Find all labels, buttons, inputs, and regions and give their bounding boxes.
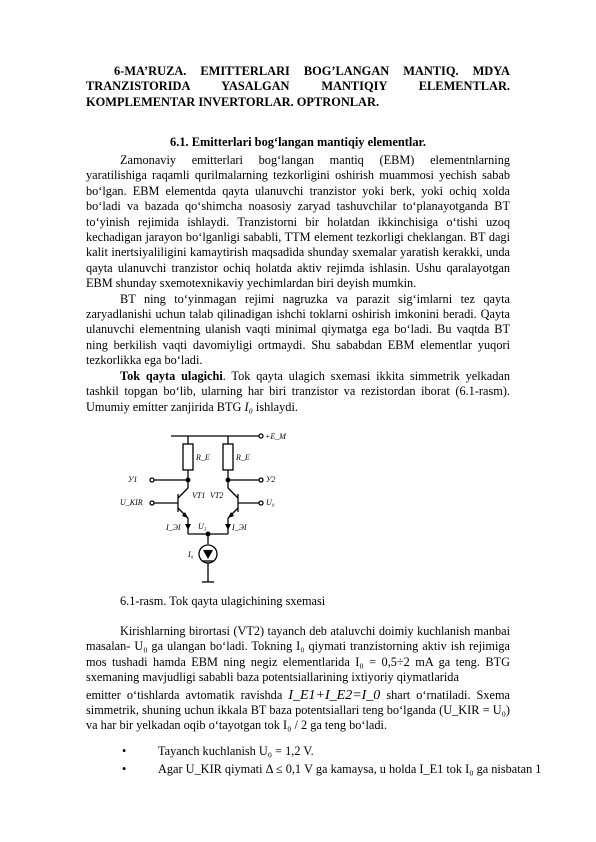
formula-line	[86, 688, 510, 703]
paragraph-3-bold: Tok qayta ulagichi	[120, 368, 223, 383]
emitter-node-label: U₃	[198, 522, 207, 531]
output-y2-label: У2	[266, 475, 276, 484]
input-voltage-label: U_KIR	[120, 498, 143, 507]
bullet-text: Agar U_KIR qiymati Δ ≤ 0,1 V ga kamaysa, u holda I_E1 tok I₀ ga nisbatan 1	[158, 762, 542, 776]
resistor-1-label: R_E	[196, 453, 210, 462]
emitter-current-2-label: I_ЭI	[232, 523, 247, 532]
title-line-1: 6-MA’RUZA. EMITTERLARI BOG’LANGAN MANTIQ. MDYA	[114, 64, 510, 78]
section-heading: 6.1. Emitterlari bog‘langan mantiqiy elementlar.	[170, 135, 426, 149]
formula: I_E1+I_E2=I_0	[288, 687, 381, 703]
bullet-dot: •	[122, 762, 127, 776]
transistor-vt1-label: VT1	[192, 491, 206, 500]
reference-voltage-label: U₀	[266, 498, 275, 507]
figure-caption: 6.1-rasm. Tok qayta ulagichining sxemasi	[120, 594, 326, 608]
bullet-text: Tayanch kuchlanish U₀ = 1,2 V.	[158, 744, 314, 758]
lecture-title	[86, 64, 510, 110]
paragraph-4-tail: simmetrik, shuning uchun ikkala BT baza potentsiallari teng bo‘lganda (U_KIR = U₀) va har bir yelkadan oqib o‘tayotgan tok I₀ / 2 ga teng bo‘ladi.	[86, 703, 510, 733]
paragraph-1: Zamonaviy emitterlari bog‘langan mantiq (EBM) elementnlarning yaratilishiga raqamli qurilmalarning tezkorligini oshirish muammosi yechish sabab bo‘lgan. EBM elementda qayta ulanuvchi tranzistor yoki berk, yoki ochiq xolda bo‘ladi va bazada qo‘shimcha noasosiy zaryad tashuvchilar to‘planayotganda BT to‘yinish rejimida ishlaydi. Tranzistorni bir holatdan ikkinchisiga o‘tishi uzoq kechadigan jarayon bo‘lganligi sababli, TTM element tezkorligi cheklangan. BT dagi kalit inertsiyaliligini kamaytirish maqsadida shunday sxemalar yaratish kerakki, unda qayta ulanuvchi tranzistor ochiq holatda aktiv rejimda ishlasin. Ushu qaralayotgan EBM shunday sxemotexnikaviy yechimlardan biri deyish mumkin.	[86, 153, 510, 291]
emitter-current-1-label: I_ЭI	[166, 523, 181, 532]
formula-line-end: shart o‘rnatiladi. Sxema	[386, 687, 511, 702]
title-line-3: KOMPLEMENTAR INVERTORLAR. OPTRONLAR.	[86, 94, 380, 109]
current-switch-schematic	[116, 430, 396, 590]
transistor-vt2-label: VT2	[210, 491, 224, 500]
paragraph-3-end: ishlaydi.	[252, 399, 298, 414]
paragraph-3-symbol: I₀	[244, 399, 253, 414]
supply-label: +E_M	[265, 432, 286, 441]
resistor-2-label: R_E	[236, 453, 250, 462]
body-text-bottom	[86, 624, 510, 734]
source-current-label: I₀	[188, 550, 194, 559]
paragraph-4: Kirishlarning birortasi (VT2) tayanch deb ataluvchi doimiy kuchlanish manbai masalan- U₀ ga ulangan bo‘ladi. Tokning I₀ qiymati tranzistorning aktiv ish rejimiga mos tushadi hamda EBM ning negiz elementlarida I₀ = 0,5÷2 mA ga teng. BTG sxemaning mavjudligi sababli baza potentsiallarining ixtiyoriy qiymatlarida	[86, 624, 510, 685]
formula-line-start: emitter o‘tishlarda avtomatik ravishda	[86, 687, 283, 702]
output-y1-label: У1	[128, 475, 138, 484]
paragraph-2: BT ning to‘yinmagan rejimi nagruzka va parazit sig‘imlarni tez qayta zaryadlanishi uchun talab qilinadigan ishchi toklarni oshirish imkonini beradi. Qayta ulanuvchi elementning ulanish vaqti minimal qiymatga ega bo‘ladi. Bu vaqtda BT ning berkilish vaqti davomiyligi ortmaydi. Shu sababdan EBM elementlar yuqori tezkorlikka ega bo‘ladi.	[86, 291, 510, 368]
paragraph-3-text: . Tok qayta ulagich sxemasi ikkita simmetrik yelkadan tashkil topgan bo‘lib, ularning har biri tranzistor va rezistordan iborat (6.1-rasm). Umumiy emitter zanjirida BTG	[86, 368, 510, 414]
body-text-top	[86, 153, 510, 415]
title-line-2: TRANZISTORIDA YASALGAN MANTIQIY ELEMENTLAR.	[86, 79, 510, 94]
paragraph-3	[86, 369, 510, 415]
bullet-dot: •	[122, 744, 127, 758]
